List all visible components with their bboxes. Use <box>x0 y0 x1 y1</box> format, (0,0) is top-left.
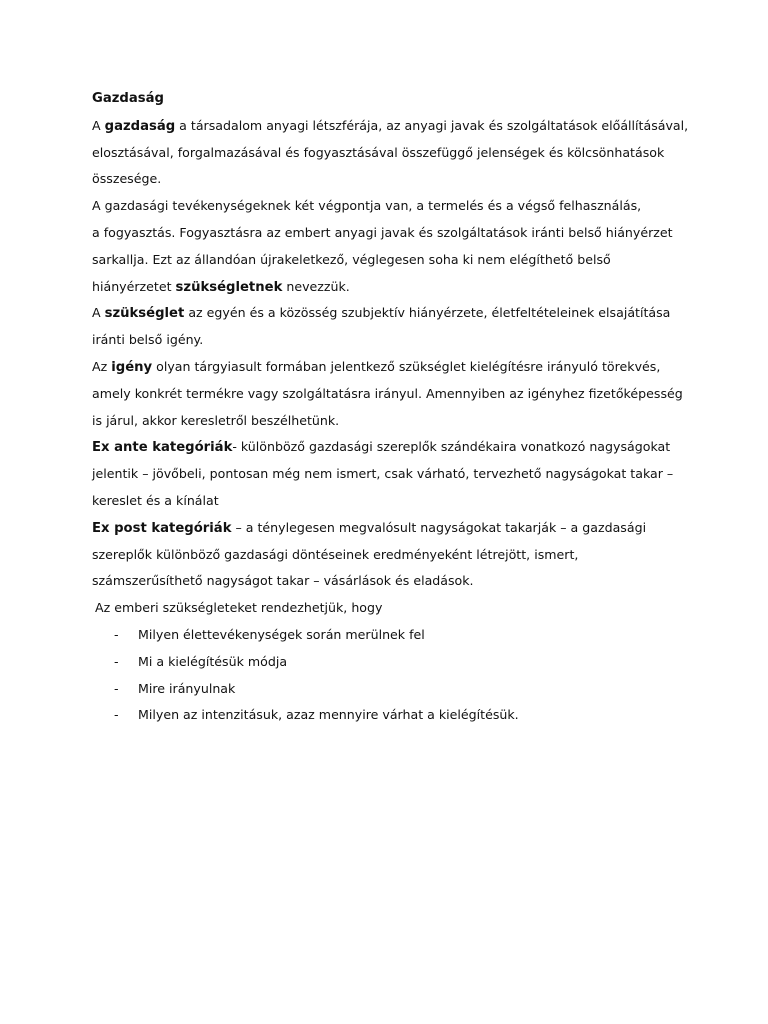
document-title: Gazdaság <box>92 91 164 106</box>
list-item-text: Mi a kielégítésük módja <box>138 653 288 669</box>
paragraph-line <box>92 354 692 381</box>
text-run: - különböző gazdasági szereplők szándékaira vonatkozó nagyságokat <box>232 439 671 455</box>
text-run: Az <box>92 358 112 374</box>
paragraph-line: összesége. <box>92 171 162 187</box>
bold-term: gazdaság <box>104 118 176 134</box>
list-item <box>92 622 692 649</box>
paragraph-line: iránti belső igény. <box>92 332 204 348</box>
paragraph-line: elosztásával, forgalmazásával és fogyasztásával összefüggő jelenségek és kölcsönhatások <box>92 144 665 160</box>
list-item-text: Milyen élettevékenységek során merülnek fel <box>138 626 425 642</box>
paragraph-line <box>92 113 692 140</box>
text-run: A <box>92 117 105 133</box>
text-run: nevezzük. <box>282 278 350 294</box>
text-run: A <box>92 305 105 321</box>
paragraph-line <box>92 434 692 461</box>
dash-bullet: - <box>114 680 119 696</box>
paragraph-line: számszerűsíthető nagyságot takar – vásárlások és eladások. <box>92 573 474 589</box>
text-run: – a ténylegesen megvalósult nagyságokat takarják – a gazdasági <box>231 519 647 535</box>
paragraph-line: a fogyasztás. Fogyasztásra az embert anyagi javak és szolgáltatások iránti belső hiányérzet <box>92 224 673 240</box>
bold-term: szükséglet <box>104 306 185 322</box>
paragraph-line: A gazdasági tevékenységeknek két végpontja van, a termelés és a végső felhasználás, <box>92 198 642 214</box>
bold-term: Ex ante kategóriák <box>92 440 233 456</box>
text-run: olyan tárgyiasult formában jelentkező szükséglet kielégítésre irányuló törekvés, <box>152 358 661 374</box>
dash-bullet: - <box>114 653 119 669</box>
paragraph-line: szereplők különböző gazdasági döntéseinek eredményeként létrejött, ismert, <box>92 546 579 562</box>
document-page <box>92 86 692 729</box>
list-intro: Az emberi szükségleteket rendezhetjük, hogy <box>95 600 383 616</box>
list-item <box>92 702 692 729</box>
paragraph-line <box>92 515 692 542</box>
text-run: a társadalom anyagi létszférája, az anyagi javak és szolgáltatások előállításával, <box>175 117 689 133</box>
paragraph-line: is járul, akkor keresletről beszélhetünk. <box>92 412 340 428</box>
list-item-text: Milyen az intenzitásuk, azaz mennyire várhat a kielégítésük. <box>138 707 519 723</box>
paragraph-line <box>92 274 692 301</box>
list-item-text: Mire irányulnak <box>138 680 236 696</box>
dash-bullet: - <box>114 707 119 723</box>
paragraph-line: sarkallja. Ezt az állandóan újrakeletkező, véglegesen soha ki nem elégíthető belső <box>92 251 611 267</box>
paragraph-line: jelentik – jövőbeli, pontosan még nem ismert, csak várható, tervezhető nagyságokat takar – <box>92 466 674 482</box>
dash-bullet: - <box>114 626 119 642</box>
paragraph-line <box>92 300 692 327</box>
text-run: hiányérzetet <box>92 278 176 294</box>
paragraph-line: amely konkrét termékre vagy szolgáltatásra irányul. Amennyiben az igényhez fizetőképesség <box>92 385 683 401</box>
text-run: az egyén és a közösség szubjektív hiányérzete, életfeltételeinek elsajátítása <box>184 305 671 321</box>
bold-term: igény <box>111 359 153 375</box>
bold-term: szükségletnek <box>175 279 283 295</box>
list-item <box>92 676 692 703</box>
paragraph-line: kereslet és a kínálat <box>92 492 219 508</box>
list-item <box>92 649 692 676</box>
bold-term: Ex post kategóriák <box>92 520 232 536</box>
